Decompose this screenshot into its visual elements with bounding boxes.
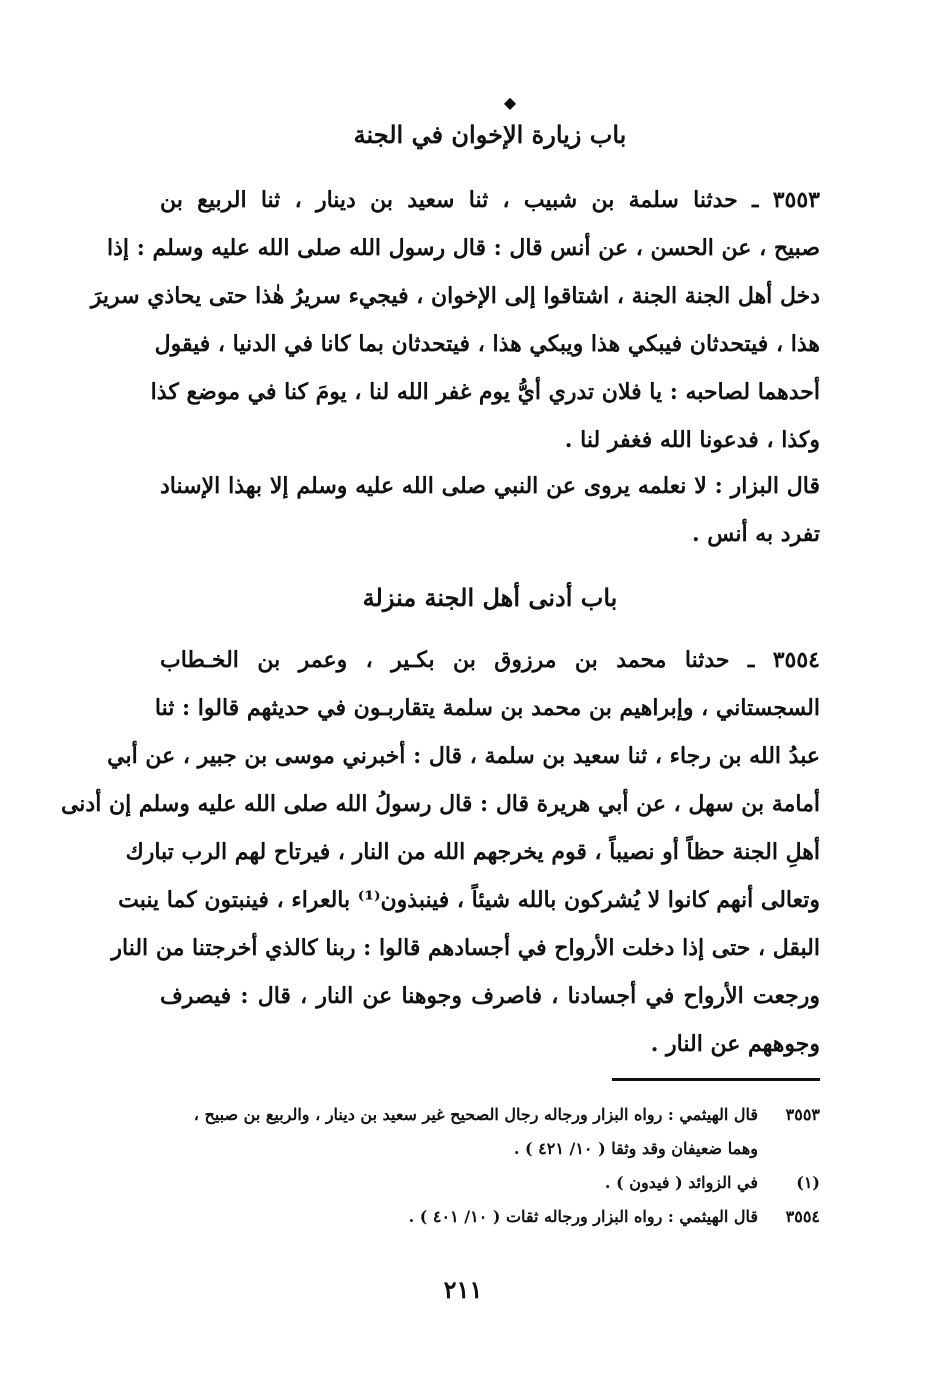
text-line: أهلِ الجنة حظاً أو نصيباً ، قوم يخرجهم الله من النار ، فيرتاح لهم الرب تبارك (125, 839, 820, 865)
text-line: البقل ، حتى إذا دخلت الأرواح في أجسادهم قالوا : ربنا كالذي أخرجتنا من النار (111, 935, 820, 961)
footnote-3553 (160, 1098, 820, 1132)
text-line: وتعالى أنهم كانوا لا يُشركون بالله شيئاً ، فينبذون⁽¹⁾ بالعراء ، فينبتون كما ينبت (118, 887, 820, 913)
text-line: تفرد به أنس . (691, 521, 820, 547)
footnote-text: قال الهيثمي : رواه البزار ورجاله ثقات ( ١٠/ ٤٠١ ) . (408, 1207, 758, 1226)
text-line: وجوههم عن النار . (650, 1031, 820, 1057)
bazzar-comment (160, 462, 820, 558)
text-line: صبيح ، عن الحسن ، عن أنس قال : قال رسول الله صلى الله عليه وسلم : إذا (107, 235, 820, 261)
text-line: دخل أهل الجنة الجنة ، اشتاقوا إلى الإخوان ، فيجيء سريرُ هٰذا حتى يحاذي سريرَ (90, 283, 820, 309)
text-line: عبدُ الله بن رجاء ، ثنا سعيد بن سلمة ، قال : أخبرني موسى بن جبير ، عن أبي (107, 743, 820, 769)
footnote-number: (١) (796, 1173, 820, 1192)
footnote-3553-continued (160, 1132, 820, 1166)
section-title-2: باب أدنى أهل الجنة منزلة (362, 583, 618, 612)
text-line: ٣٥٥٤ ـ حدثنا محمد بن مرزوق بن بكـير ، وعمر بن الخـطاب (160, 647, 820, 673)
footnotes (160, 1098, 820, 1234)
section-title-1: باب زيارة الإخوان في الجنة (353, 120, 627, 149)
text-line: وكذا ، فدعونا الله فغفر لنا . (564, 427, 820, 453)
hadith-3554 (60, 636, 820, 1068)
text-line: ورجعت الأرواح في أجسادنا ، فاصرف وجوهنا عن النار ، قال : فيصرف (160, 983, 820, 1009)
page-number: ٢١١ (443, 1275, 483, 1304)
text-line: قال البزار : لا نعلمه يروى عن النبي صلى الله عليه وسلم إلا بهذا الإسناد (160, 473, 820, 499)
text-line: هذا ، فيتحدثان فيبكي هذا ويبكي هذا ، فيتحدثان بما كانا في الدنيا ، فيقول (154, 331, 820, 357)
text-line: أحدهما لصاحبه : يا فلان تدري أيُّ يوم غفر الله لنا ، يومَ كنا في موضع كذا (150, 379, 820, 405)
footnote-1 (160, 1166, 820, 1200)
text-line: أمامة بن سهل ، عن أبي هريرة قال : قال رسولُ الله صلى الله عليه وسلم إن أدنى (60, 791, 820, 817)
footnote-number: ٣٥٥٤ (785, 1207, 820, 1226)
footnote-text: قال الهيثمي : رواه البزار ورجاله رجال الصحيح غير سعيد بن دينار ، والربيع بن صبيح ، (193, 1105, 758, 1124)
text-line: ٣٥٥٣ ـ حدثنا سلمة بن شبيب ، ثنا سعيد بن دينار ، ثنا الربيع بن (160, 187, 820, 213)
footnote-number: ٣٥٥٣ (785, 1105, 820, 1124)
footnote-3554 (160, 1200, 820, 1234)
footnote-text: وهما ضعيفان وقد وثقا ( ١٠/ ٤٢١ ) . (513, 1139, 758, 1158)
hadith-3553 (90, 176, 820, 464)
footnote-separator (612, 1078, 820, 1081)
ornament-icon: ◆ (503, 93, 517, 112)
footnote-text: في الزوائد ( فيدون ) . (604, 1173, 758, 1192)
text-line: السجستاني ، وإبراهيم بن محمد بن سلمة يتقاربـون في حديثهم قالوا : ثنا (154, 695, 820, 721)
